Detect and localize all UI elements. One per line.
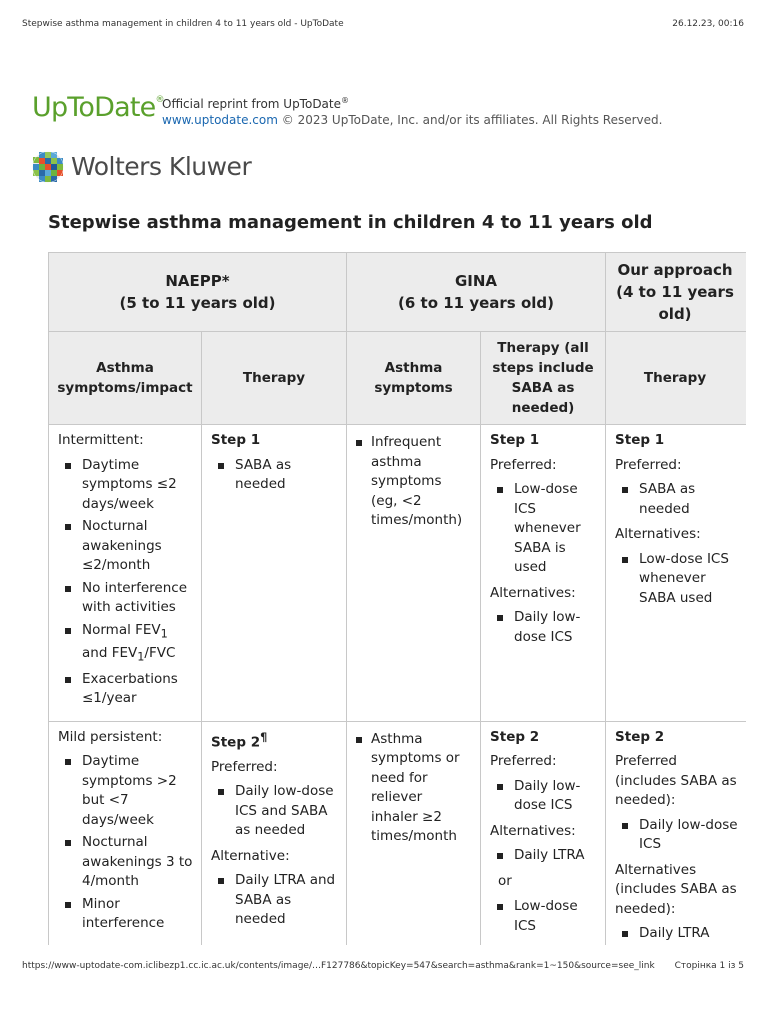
list-item: Daily low-dose ICS [639,816,738,855]
list-item: SABA as needed [235,456,338,495]
step-label: Step 1 [490,432,540,448]
preferred-label: Preferred: [490,456,557,473]
naepp-therapy-cell [202,721,347,945]
table-row [49,721,747,945]
step-label: Step 1 [615,432,665,448]
footnote-mark: ¶ [260,730,268,744]
uptodate-logo: UpToDate® [32,92,164,123]
step-label: Step 2 [615,728,665,745]
print-footer-page: Сторінка 1 із 5 [674,961,744,971]
our-therapy-cell [606,721,746,945]
print-header-datetime: 26.12.23, 00:16 [672,19,744,29]
group-header-naepp: NAEPP* (5 to 11 years old) [49,253,347,332]
print-footer-url: https://www-uptodate-com.iclibezp1.cc.ic.ac.uk/contents/image/…F127786&topicKey=547&search=asthma&rank=1~150&source=see_link [22,961,655,971]
list-item: Infrequent asthma symptoms (eg, <2 times/month) [371,433,472,531]
page-title: Stepwise asthma management in children 4 to 11 years old [48,212,653,233]
table-column-header-row [49,332,747,425]
preferred-label: Preferred: [490,753,557,770]
naepp-symptoms-cell [49,425,202,722]
list-item: Low-dose ICS whenever SABA used [639,550,738,609]
wolters-kluwer-name: Wolters Kluwer [71,152,252,181]
list-item: Daily low-dose ICS [514,777,597,816]
list-item: Daily low-dose ICS [514,608,597,647]
list-item: Daily LTRA and SABA as needed [235,871,338,930]
list-item: Daily LTRA [514,846,597,866]
our-therapy-cell [606,425,746,722]
list-item: Daytime symptoms ≤2 days/week [82,456,193,515]
alternatives-label: Alternatives: [615,526,701,542]
alternatives-label: Alternatives: [490,822,576,839]
list-item: Nocturnal awakenings 3 to 4/month [82,833,193,892]
alternatives-label: Alternatives (includes SABA as needed): [615,861,737,917]
column-header: Therapy [606,332,746,425]
reprint-notice: Official reprint from UpToDate® [162,96,349,111]
gina-symptoms-cell [347,425,481,722]
list-item: Minor interference [82,895,193,934]
list-item: Exacerbations ≤1/year [82,670,193,709]
column-header: Asthma symptoms [347,332,481,425]
or-separator: or [498,872,512,889]
step-label: Step 2 [490,728,540,745]
list-item: SABA as needed [639,480,738,519]
print-header-title: Stepwise asthma management in children 4 to 11 years old - UpToDate [22,19,344,29]
list-item: No interference with activities [82,579,193,618]
list-item: Normal $FEV_1$ and $FEV_1$/FVC [82,621,193,667]
list-item: Daytime symptoms >2 but <7 days/week [82,752,193,830]
group-header-gina: GINA (6 to 11 years old) [347,253,606,332]
preferred-label: Preferred (includes SABA as needed): [615,753,737,809]
step-label: Step 2¶ [211,730,268,751]
gina-therapy-cell [481,721,606,945]
step-label: Step 1 [211,432,261,448]
column-header: Therapy (all steps include SABA as needed) [481,332,606,425]
list-item: Low-dose ICS whenever SABA is used [514,480,597,578]
severity-label: Intermittent: [58,432,144,448]
alternatives-label: Alternative: [211,847,290,864]
alternatives-label: Alternatives: [490,584,576,601]
list-item: Nocturnal awakenings ≤2/month [82,517,193,576]
list-item: Daily low-dose ICS and SABA as needed [235,782,338,841]
list-item: Low-dose ICS [514,897,597,936]
asthma-table-container [48,252,746,945]
preferred-label: Preferred: [615,456,682,473]
naepp-symptoms-cell [49,721,202,945]
gina-symptoms-cell [347,721,481,945]
table-row [49,425,747,722]
severity-label: Mild persistent: [58,728,163,745]
list-item: Asthma symptoms or need for reliever inhaler ≥2 times/month [371,730,472,847]
gina-therapy-cell [481,425,606,722]
asthma-management-table [48,252,746,945]
wolters-kluwer-globe-icon [32,151,64,183]
table-group-header-row [49,253,747,332]
copyright-line: www.uptodate.com © 2023 UpToDate, Inc. and/or its affiliates. All Rights Reserved. [162,113,663,127]
column-header: Asthma symptoms/impact [49,332,202,425]
group-header-our-approach: Our approach (4 to 11 years old) [606,253,746,332]
naepp-therapy-cell [202,425,347,722]
column-header: Therapy [202,332,347,425]
preferred-label: Preferred: [211,758,278,775]
uptodate-link[interactable]: www.uptodate.com [162,113,278,127]
list-item: Daily LTRA [639,924,738,944]
